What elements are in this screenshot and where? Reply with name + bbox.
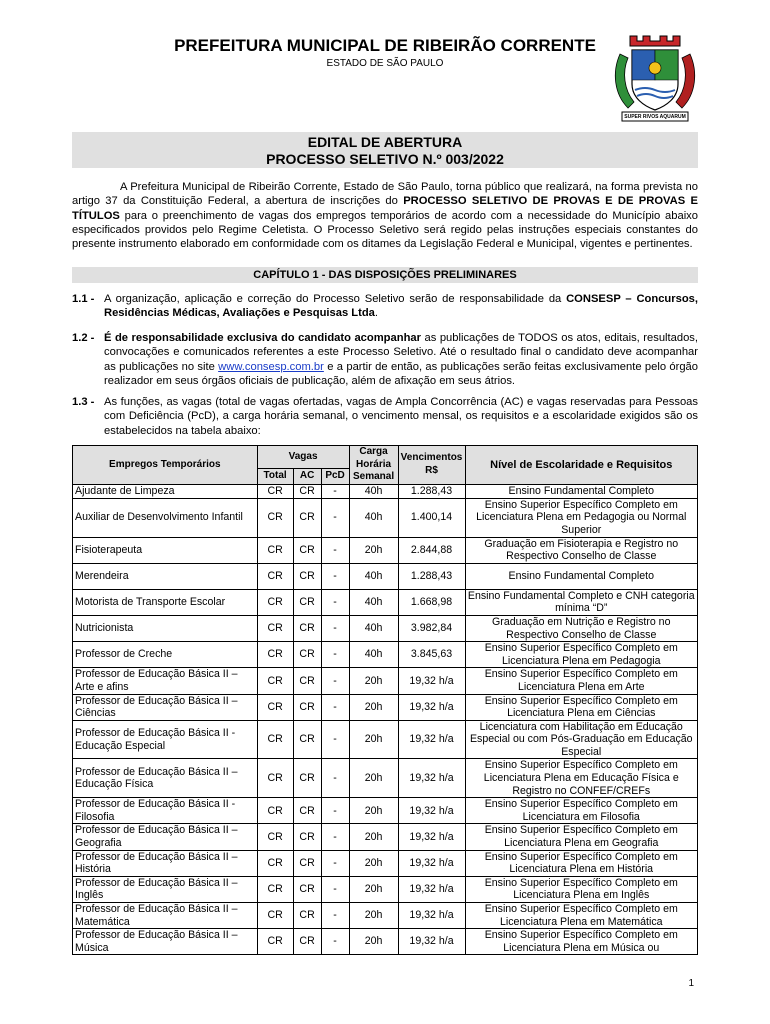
cell-carga: 20h [349, 668, 398, 694]
cell-emprego: Professor de Educação Básica II –Educação Física [73, 759, 258, 798]
cell-ac: CR [293, 876, 321, 902]
cell-total: CR [257, 498, 293, 537]
cell-nivel: Ensino Superior Específico Completo em Licenciatura Plena em Arte [465, 668, 697, 694]
chapter-title: CAPÍTULO 1 - DAS DISPOSIÇÕES PRELIMINARES [72, 267, 698, 283]
cell-total: CR [257, 589, 293, 615]
header-vagas: Vagas [257, 446, 349, 469]
cell-total: CR [257, 824, 293, 850]
cell-emprego: Professor de Educação Básica II –Geografia [73, 824, 258, 850]
cell-carga: 40h [349, 498, 398, 537]
cell-pcd: - [321, 537, 349, 563]
cell-emprego: Nutricionista [73, 615, 258, 641]
cell-nivel: Ensino Superior Específico Completo em Licenciatura Plena em Educação Física e Registro no CONFEF/CREFs [465, 759, 697, 798]
cell-emprego: Professor de Educação Básica II – Matemática [73, 903, 258, 929]
cell-venc: 19,32 h/a [398, 929, 465, 955]
table-row [73, 668, 698, 694]
cell-carga: 20h [349, 759, 398, 798]
cell-total: CR [257, 668, 293, 694]
cell-venc: 1.668,98 [398, 589, 465, 615]
cell-ac: CR [293, 824, 321, 850]
cell-pcd: - [321, 589, 349, 615]
cell-total: CR [257, 850, 293, 876]
edital-title-box [72, 132, 698, 168]
cell-nivel: Ensino Superior Específico Completo em Licenciatura Plena em Música ou [465, 929, 697, 955]
table-row [73, 642, 698, 668]
table-row [73, 589, 698, 615]
cell-carga: 20h [349, 850, 398, 876]
cell-nivel: Ensino Superior Específico Completo em Licenciatura Plena em Inglês [465, 876, 697, 902]
cell-carga: 20h [349, 929, 398, 955]
cell-carga: 20h [349, 720, 398, 759]
table-row [73, 615, 698, 641]
cell-emprego: Professor de Educação Básica II - Filosofia [73, 798, 258, 824]
item-text: As funções, as vagas (total de vagas ofertadas, vagas de Ampla Concorrência (AC) e vagas reservadas para Pessoas com Deficiência (PcD), a carga horária semanal, o vencimento mensal, os requisitos e a escolaridade exigidos são os estabelecidos na tabela abaixo: [104, 396, 698, 437]
item-bold: É de responsabilidade exclusiva do candidato acompanhar [104, 332, 421, 344]
cell-venc: 19,32 h/a [398, 850, 465, 876]
cell-venc: 19,32 h/a [398, 798, 465, 824]
cell-pcd: - [321, 563, 349, 589]
edital-process-number: PROCESSO SELETIVO N.º 003/2022 [266, 151, 504, 167]
cell-emprego: Auxiliar de Desenvolvimento Infantil [73, 498, 258, 537]
intro-text-1: A Prefeitura Municipal de Ribeirão Corrente, Estado de São Paulo, torna público que realizará, na forma prevista no artigo 37 da Constituição Federal, a abertura de inscrições do [72, 181, 698, 208]
header-vencimentos: Vencimentos R$ [398, 446, 465, 485]
cell-nivel: Ensino Superior Específico Completo em Licenciatura Plena em Ciências [465, 694, 697, 720]
cell-pcd: - [321, 929, 349, 955]
cell-emprego: Professor de Educação Básica II – Ciências [73, 694, 258, 720]
cell-ac: CR [293, 642, 321, 668]
cell-venc: 19,32 h/a [398, 759, 465, 798]
item-number: 1.1 - [72, 293, 95, 305]
cell-venc: 19,32 h/a [398, 824, 465, 850]
cell-nivel: Licenciatura com Habilitação em Educação Especial ou com Pós-Graduação em Educação Especial [465, 720, 697, 759]
cell-venc: 2.844,88 [398, 537, 465, 563]
municipal-crest-icon [610, 32, 700, 124]
cell-venc: 1.400,14 [398, 498, 465, 537]
item-number: 1.3 - [72, 396, 95, 408]
crest-motto: SUPER RIVOS AQUARUM [624, 114, 686, 120]
cell-carga: 20h [349, 537, 398, 563]
cell-ac: CR [293, 903, 321, 929]
cell-emprego: Motorista de Transporte Escolar [73, 589, 258, 615]
cell-emprego: Professor de Educação Básica II –História [73, 850, 258, 876]
item-1-2 [72, 331, 698, 388]
cell-emprego: Ajudante de Limpeza [73, 484, 258, 498]
header-nivel: Nível de Escolaridade e Requisitos [465, 446, 697, 485]
item-1-3 [72, 395, 698, 438]
cell-venc: 19,32 h/a [398, 720, 465, 759]
cell-carga: 20h [349, 798, 398, 824]
cell-carga: 40h [349, 563, 398, 589]
cell-emprego: Professor de Educação Básica II – Música [73, 929, 258, 955]
table-row [73, 824, 698, 850]
cell-venc: 19,32 h/a [398, 668, 465, 694]
table-row [73, 903, 698, 929]
cell-ac: CR [293, 668, 321, 694]
table-row [73, 498, 698, 537]
cell-carga: 20h [349, 876, 398, 902]
cell-carga: 40h [349, 589, 398, 615]
item-text [104, 292, 698, 321]
intro-text-2: para o preenchimento de vagas dos empregos temporários de acordo com a necessidade do Município abaixo especificados providos pelo Regime Celetista. O Processo Seletivo será regido pelas instruções especiais constantes do presente instrumento elaborado em conformidade com os ditames da Legislação Federal e Municipal, vigentes e pertinentes. [72, 209, 698, 251]
cell-venc: 19,32 h/a [398, 903, 465, 929]
header-empregos: Empregos Temporários [73, 446, 258, 485]
cell-nivel: Ensino Superior Específico Completo em Licenciatura Plena em Pedagogia ou Normal Superior [465, 498, 697, 537]
cell-nivel: Ensino Superior Específico Completo em Licenciatura em Filosofia [465, 798, 697, 824]
cell-emprego: Professor de Creche [73, 642, 258, 668]
cell-nivel: Graduação em Fisioterapia e Registro no Respectivo Conselho de Classe [465, 537, 697, 563]
cell-ac: CR [293, 798, 321, 824]
cell-nivel: Ensino Fundamental Completo e CNH categoria mínima “D” [465, 589, 697, 615]
cell-nivel: Graduação em Nutrição e Registro no Respectivo Conselho de Classe [465, 615, 697, 641]
table-row [73, 876, 698, 902]
cell-total: CR [257, 563, 293, 589]
cell-carga: 40h [349, 642, 398, 668]
cell-nivel: Ensino Superior Específico Completo em Licenciatura Plena em História [465, 850, 697, 876]
cell-total: CR [257, 759, 293, 798]
cell-total: CR [257, 903, 293, 929]
cell-ac: CR [293, 759, 321, 798]
cell-ac: CR [293, 850, 321, 876]
cell-ac: CR [293, 694, 321, 720]
cell-total: CR [257, 929, 293, 955]
cell-pcd: - [321, 668, 349, 694]
cell-nivel: Ensino Fundamental Completo [465, 563, 697, 589]
cell-pcd: - [321, 720, 349, 759]
cell-pcd: - [321, 824, 349, 850]
cell-ac: CR [293, 615, 321, 641]
cell-total: CR [257, 642, 293, 668]
cell-ac: CR [293, 720, 321, 759]
cell-total: CR [257, 720, 293, 759]
table-row [73, 850, 698, 876]
item-text-2: . [374, 307, 379, 320]
cell-pcd: - [321, 484, 349, 498]
cell-pcd: - [321, 876, 349, 902]
cell-total: CR [257, 484, 293, 498]
item-text-1: A organização, aplicação e correção do Processo Seletivo serão de responsabilidade da [104, 293, 567, 305]
cell-nivel: Ensino Superior Específico Completo em Licenciatura Plena em Pedagogia [465, 642, 697, 668]
table-row [73, 694, 698, 720]
cell-nivel: Ensino Superior Específico Completo em Licenciatura Plena em Geografia [465, 824, 697, 850]
header-subtitle: ESTADO DE SÃO PAULO [326, 58, 444, 69]
cell-pcd: - [321, 642, 349, 668]
cell-emprego: Fisioterapeuta [73, 537, 258, 563]
cell-pcd: - [321, 759, 349, 798]
cell-venc: 1.288,43 [398, 484, 465, 498]
cell-ac: CR [293, 498, 321, 537]
cell-carga: 20h [349, 694, 398, 720]
intro-bold: PROCESSO SELETIVO DE PROVAS E DE PROVAS E TÍTULOS [72, 195, 698, 222]
item-1-1 [72, 292, 698, 321]
item-text [104, 331, 698, 388]
item-number: 1.2 - [72, 332, 95, 344]
cell-pcd: - [321, 903, 349, 929]
cell-nivel: Ensino Fundamental Completo [465, 484, 697, 498]
cell-venc: 1.288,43 [398, 563, 465, 589]
cell-pcd: - [321, 850, 349, 876]
vagas-table [72, 445, 698, 955]
cell-total: CR [257, 615, 293, 641]
cell-ac: CR [293, 484, 321, 498]
item-text-1: as publicações de TODOS os atos, editais, resultados, convocações e comunicados referentes a este Processo Seletivo. Até o resultado final o candidato deve acompanhar as publicações no site [104, 332, 698, 373]
cell-pcd: - [321, 694, 349, 720]
cell-venc: 3.982,84 [398, 615, 465, 641]
cell-pcd: - [321, 798, 349, 824]
header-title: PREFEITURA MUNICIPAL DE RIBEIRÃO CORRENTE [174, 36, 596, 55]
table-row [73, 759, 698, 798]
header-pcd: PcD [321, 468, 349, 484]
cell-ac: CR [293, 563, 321, 589]
cell-total: CR [257, 798, 293, 824]
cell-emprego: Professor de Educação Básica II – Inglês [73, 876, 258, 902]
cell-total: CR [257, 537, 293, 563]
table-row [73, 720, 698, 759]
cell-pcd: - [321, 498, 349, 537]
cell-venc: 3.845,63 [398, 642, 465, 668]
cell-pcd: - [321, 615, 349, 641]
cell-carga: 20h [349, 824, 398, 850]
cell-carga: 40h [349, 615, 398, 641]
table-row [73, 484, 698, 498]
cell-nivel: Ensino Superior Específico Completo em Licenciatura Plena em Matemática [465, 903, 697, 929]
cell-ac: CR [293, 537, 321, 563]
item-text-2: e a partir de então, as publicações serão feitas exclusivamente pelo órgão realizador em seus órgãos oficiais de publicação, além de afixação em seus átrios. [104, 360, 699, 387]
page-number: 1 [688, 978, 694, 989]
header-ac: AC [293, 468, 321, 484]
cell-emprego: Merendeira [73, 563, 258, 589]
header-total: Total [257, 468, 293, 484]
table-row [73, 798, 698, 824]
cell-ac: CR [293, 589, 321, 615]
header-carga: Carga Horária Semanal [349, 446, 398, 485]
consesp-link[interactable]: www.consesp.com.br [218, 360, 324, 373]
edital-title: EDITAL DE ABERTURA [307, 134, 463, 150]
cell-venc: 19,32 h/a [398, 694, 465, 720]
table-row [73, 929, 698, 955]
cell-emprego: Professor de Educação Básica II - Educação Especial [73, 720, 258, 759]
cell-ac: CR [293, 929, 321, 955]
cell-total: CR [257, 694, 293, 720]
table-row [73, 537, 698, 563]
cell-total: CR [257, 876, 293, 902]
table-row [73, 563, 698, 589]
cell-venc: 19,32 h/a [398, 876, 465, 902]
cell-emprego: Professor de Educação Básica II – Arte e afins [73, 668, 258, 694]
cell-carga: 20h [349, 903, 398, 929]
intro-paragraph [72, 180, 698, 251]
cell-carga: 40h [349, 484, 398, 498]
item-bold: CONSESP – Concursos, Residências Médicas, Avaliações e Pesquisas Ltda [104, 293, 699, 320]
